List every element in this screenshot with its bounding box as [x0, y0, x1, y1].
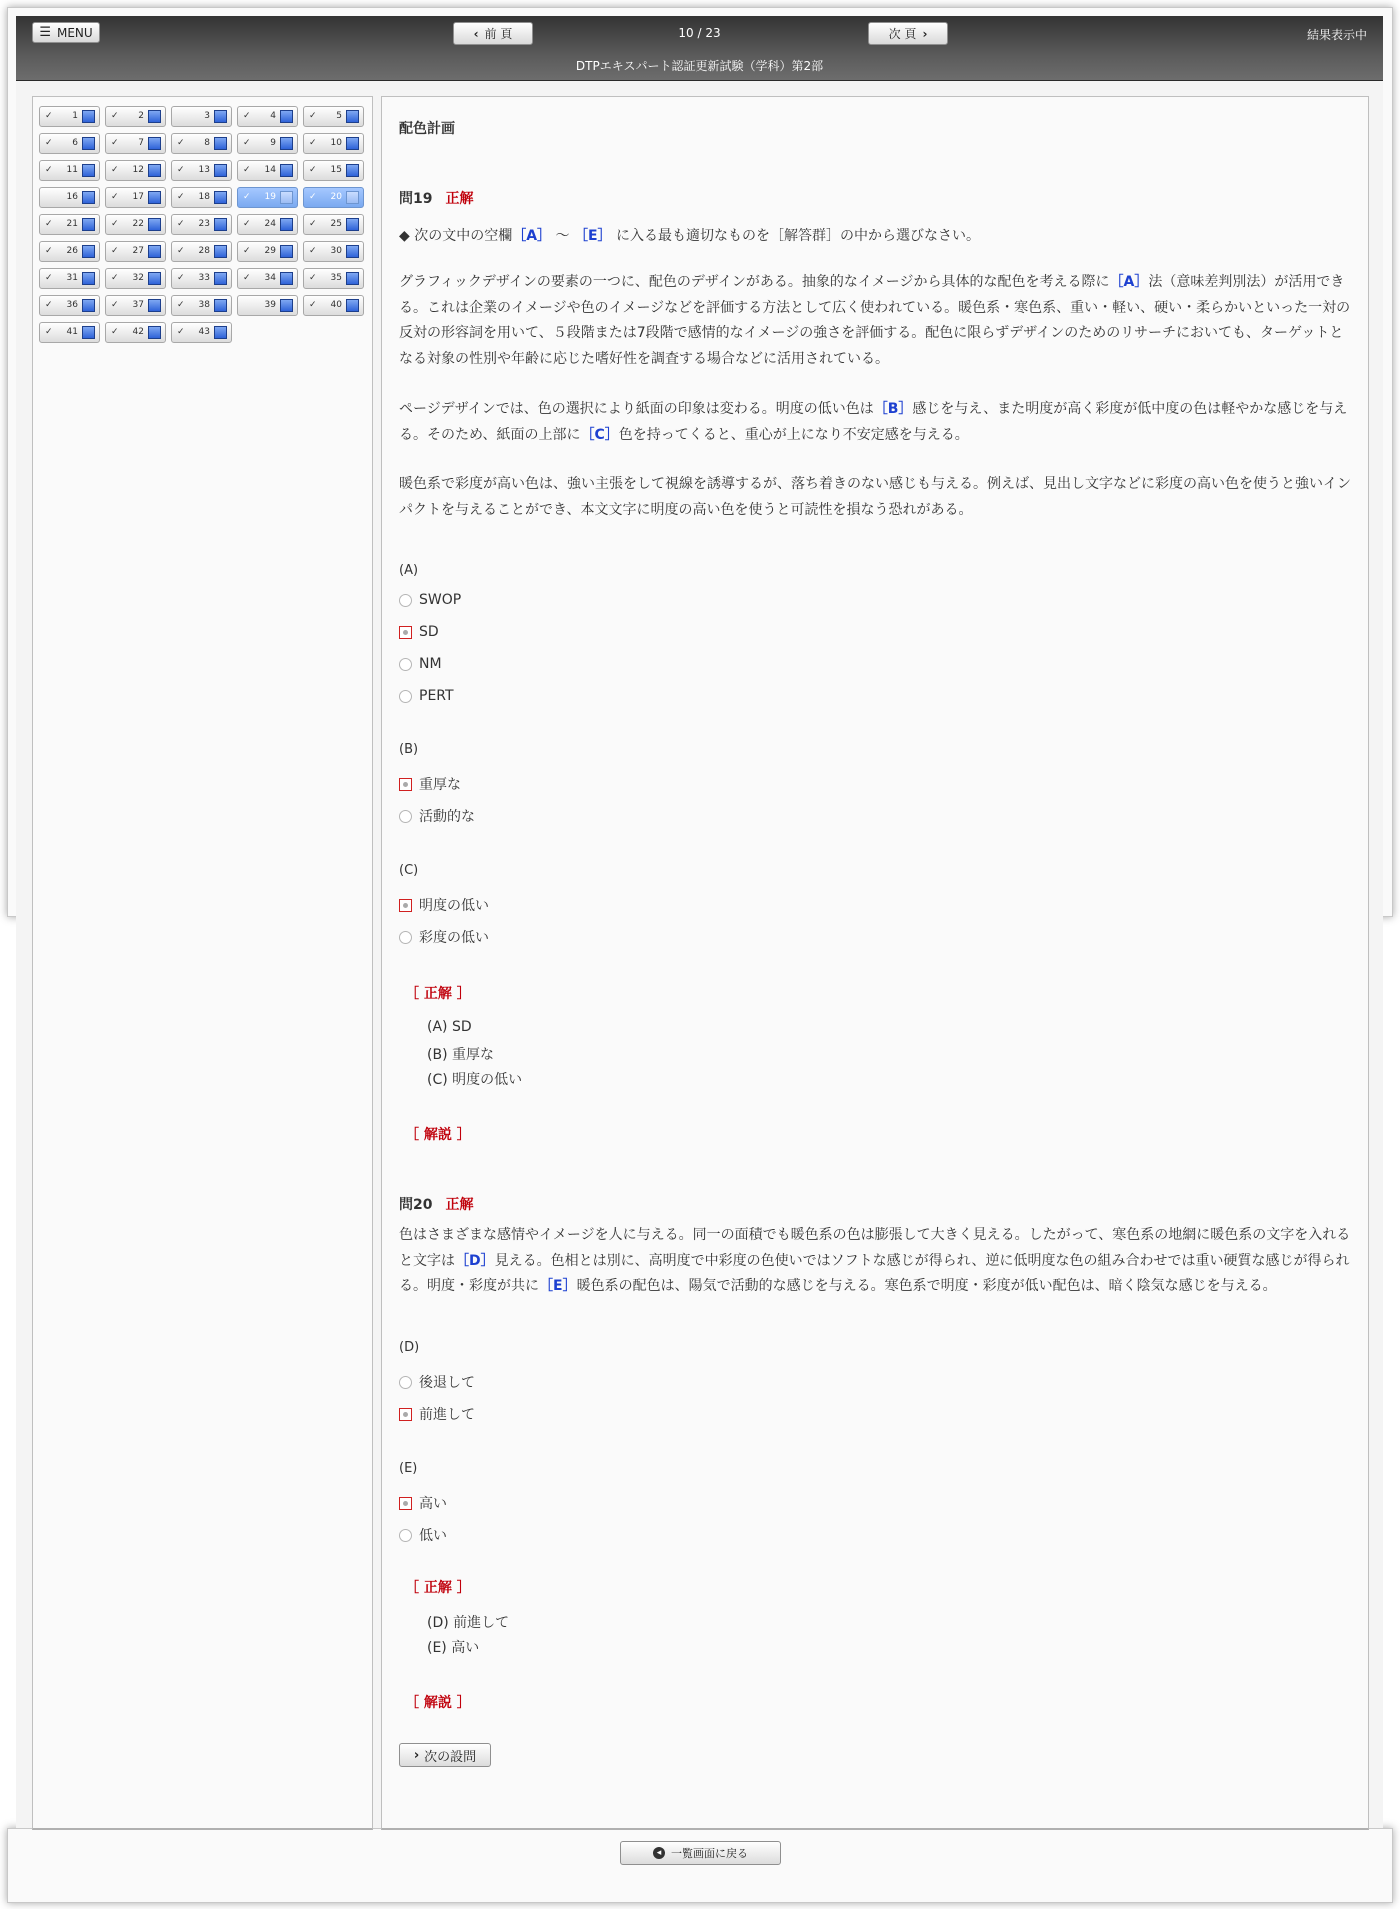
question-nav-number: 26 [66, 246, 78, 256]
bookmark-square-icon [280, 299, 293, 312]
question-nav-number: 17 [132, 192, 144, 202]
bookmark-square-icon [214, 137, 227, 150]
bookmark-square-icon [214, 164, 227, 177]
bookmark-square-icon [82, 299, 95, 312]
question-nav-number: 22 [132, 219, 144, 229]
question-nav-button[interactable] [171, 322, 232, 343]
answer-option[interactable] [399, 1372, 475, 1392]
option-label: NM [419, 656, 442, 672]
result-badge: 正解 [445, 191, 474, 207]
bookmark-square-icon [214, 245, 227, 258]
answer-option[interactable] [399, 1404, 475, 1424]
check-icon: ✓ [45, 138, 53, 148]
check-icon: ✓ [309, 111, 317, 121]
bookmark-square-icon [214, 272, 227, 285]
question-nav-number: 5 [336, 111, 342, 121]
bookmark-square-icon [82, 272, 95, 285]
para-text: 見える。色相とは別に、高明度で中彩度の色使いではソフトな感じが得られ、逆に低明度な色の組み合わせでは重い硬質な感じが得られる。明度・彩度が共に [399, 1252, 1350, 1294]
question-nav-button[interactable] [303, 133, 364, 154]
chevron-left-icon: ‹ [473, 26, 479, 41]
next-page-label: 次 頁 [888, 27, 917, 41]
question-nav-number: 8 [204, 138, 210, 148]
group-b-label: (B) [399, 742, 419, 757]
bookmark-square-icon [148, 272, 161, 285]
bookmark-square-icon [82, 245, 95, 258]
question-nav-number: 9 [270, 138, 276, 148]
question-nav-number: 29 [264, 246, 276, 256]
q20-paragraph-1 [399, 1223, 1354, 1300]
question-nav-number: 38 [198, 300, 210, 310]
bookmark-square-icon [280, 272, 293, 285]
question-nav-number: 6 [72, 138, 78, 148]
bookmark-square-icon [214, 326, 227, 339]
bookmark-square-icon [280, 245, 293, 258]
question-nav-button[interactable] [105, 322, 166, 343]
para-text: 暖色系の配色は、陽気で活動的な感じを与える。寒色系で明度・彩度が低い配色は、暗く陰気な感じを与える。 [576, 1278, 1277, 1294]
menu-label: MENU [56, 25, 93, 40]
check-icon: ✓ [243, 273, 251, 283]
prev-page-label: 前 頁 [484, 27, 513, 41]
question-nav-number: 33 [198, 273, 210, 283]
bookmark-square-icon [346, 137, 359, 150]
section-title: 配色計画 [399, 121, 455, 137]
check-icon: ✓ [45, 300, 53, 310]
question-nav-button[interactable] [237, 187, 298, 208]
check-icon: ✓ [177, 165, 185, 175]
question-nav-number: 16 [66, 192, 78, 202]
question-nav-button[interactable] [237, 241, 298, 262]
question-nav-button[interactable] [39, 106, 100, 127]
question-nav-button[interactable] [171, 268, 232, 289]
answer-option[interactable] [399, 927, 489, 947]
q19-paragraph-1 [399, 270, 1354, 372]
check-icon: ✓ [243, 246, 251, 256]
question-nav-button[interactable] [39, 295, 100, 316]
q20-answer-d: (D) 前進して [427, 1615, 510, 1631]
question-nav-number: 15 [330, 165, 342, 175]
blank-b: ［B］ [873, 401, 913, 417]
option-label: 低い [419, 1528, 447, 1544]
question-nav-button[interactable] [237, 133, 298, 154]
question-nav-button[interactable] [105, 133, 166, 154]
check-icon: ✓ [45, 111, 53, 121]
check-icon: ✓ [177, 219, 185, 229]
blank-a-inline: ［A］ [1109, 274, 1149, 290]
question-nav-button[interactable] [171, 295, 232, 316]
result-status: 結果表示中 [1306, 28, 1367, 42]
answer-option[interactable] [399, 895, 489, 915]
question-nav-button[interactable] [39, 133, 100, 154]
check-icon: ✓ [111, 165, 119, 175]
option-label: 後退して [419, 1375, 475, 1391]
check-icon: ✓ [243, 219, 251, 229]
radio-selected-icon[interactable] [399, 626, 412, 639]
check-icon: ✓ [45, 165, 53, 175]
check-icon: ✓ [177, 246, 185, 256]
option-label: 明度の低い [419, 898, 489, 914]
blank-e-inline: ［E］ [539, 1278, 577, 1294]
bookmark-square-icon [346, 245, 359, 258]
page-indicator: 10 / 23 [678, 26, 721, 40]
tilde: 〜 [555, 228, 570, 244]
header-bar [16, 16, 1383, 81]
question-nav-button[interactable] [105, 241, 166, 262]
question-nav-number: 28 [198, 246, 210, 256]
bookmark-square-icon [280, 218, 293, 231]
chevron-right-icon: › [922, 26, 928, 41]
bookmark-square-icon [346, 110, 359, 123]
question-nav-button[interactable] [105, 187, 166, 208]
radio-selected-icon[interactable] [399, 899, 412, 912]
check-icon: ✓ [111, 111, 119, 121]
question-nav-button[interactable] [39, 268, 100, 289]
q19-answer-c: (C) 明度の低い [427, 1072, 523, 1088]
check-icon: ✓ [111, 192, 119, 202]
bookmark-square-icon [82, 218, 95, 231]
check-icon: ✓ [111, 219, 119, 229]
question-nav-button[interactable] [303, 160, 364, 181]
question-nav-number: 11 [66, 165, 78, 175]
window-frame-bottom [7, 1828, 1393, 1903]
check-icon: ✓ [111, 273, 119, 283]
question-panel [381, 96, 1369, 1830]
para-text: 法（意味差判別法）が活用できる。これは企業のイメージや色のイメージなどを評価する方法として広く使われている。暖色系・寒色系、重い・軽い、硬い・柔らかいといった一対の反対の形容詞を用いて、５段階または7段階で感情的なイメージの強さを評価する。配色に限らずデザインのためのリサーチにおいても、ターゲットとなる対象の性別や年齢に応じた嗜好性を調査する場合などに活用されている。 [399, 274, 1351, 367]
blank-c: ［C］ [580, 426, 619, 443]
question-20-header [399, 1194, 473, 1214]
question-nav-number: 24 [264, 219, 276, 229]
next-question-label: 次の設問 [424, 1749, 477, 1765]
option-label: 彩度の低い [419, 930, 489, 946]
option-label: 活動的な [419, 809, 475, 825]
question-nav-button[interactable] [39, 241, 100, 262]
check-icon: ✓ [177, 327, 185, 337]
radio-icon[interactable] [399, 1529, 412, 1542]
answer-option[interactable] [399, 688, 454, 704]
question-nav-button[interactable] [303, 214, 364, 235]
question-nav-button[interactable] [39, 322, 100, 343]
q19-paragraph-3: 暖色系で彩度が高い色は、強い主張をして視線を誘導するが、落ち着きのない感じも与える。例えば、見出し文字などに彩度の高い色を使うと強いインパクトを与えることができ、本文文字に明度の高い色を使うと可読性を損なう恐れがある。 [399, 476, 1351, 518]
bookmark-square-icon [82, 326, 95, 339]
blank-e: ［E］ [573, 228, 612, 244]
question-nav-button[interactable] [171, 187, 232, 208]
check-icon: ✓ [243, 165, 251, 175]
bookmark-square-icon [82, 164, 95, 177]
bookmark-square-icon [280, 137, 293, 150]
radio-selected-icon[interactable] [399, 778, 412, 791]
blank-a: ［A］ [512, 228, 552, 244]
bookmark-square-icon [148, 191, 161, 204]
question-nav-number: 41 [66, 327, 78, 337]
para-text: ページデザインでは、色の選択により紙面の印象は変わる。明度の低い色は [399, 401, 874, 417]
radio-icon[interactable] [399, 690, 412, 703]
bookmark-square-icon [346, 299, 359, 312]
question-nav-number: 23 [198, 219, 210, 229]
question-nav-button[interactable] [171, 133, 232, 154]
question-nav-button[interactable] [39, 214, 100, 235]
check-icon: ✓ [243, 138, 251, 148]
blank-d: ［D］ [455, 1252, 495, 1269]
check-icon: ✓ [309, 192, 317, 202]
question-nav-number: 31 [66, 273, 78, 283]
question-nav-button[interactable] [237, 214, 298, 235]
question-nav-number: 43 [198, 327, 210, 337]
bookmark-square-icon [346, 164, 359, 177]
radio-icon[interactable] [399, 810, 412, 823]
option-label: PERT [419, 688, 454, 704]
bookmark-square-icon [346, 218, 359, 231]
question-nav-number: 42 [132, 327, 144, 337]
question-nav-number: 36 [66, 300, 78, 310]
bookmark-square-icon [148, 218, 161, 231]
question-nav-button[interactable] [171, 214, 232, 235]
instruction-text-post: に入る最も適切なものを［解答群］の中から選びなさい。 [616, 228, 980, 244]
question-nav-button[interactable] [237, 106, 298, 127]
check-icon: ✓ [309, 300, 317, 310]
question-nav-number: 32 [132, 273, 144, 283]
question-nav-number: 27 [132, 246, 144, 256]
option-label: SD [419, 624, 439, 640]
q19-paragraph-2 [399, 397, 1354, 448]
q19-answer-label: ［ 正解 ］ [405, 986, 471, 1002]
question-nav-button[interactable] [105, 160, 166, 181]
question-nav-button[interactable] [303, 187, 364, 208]
q19-answer-b: (B) 重厚な [427, 1047, 494, 1063]
group-c-label: (C) [399, 863, 419, 878]
question-nav-number: 39 [264, 300, 276, 310]
check-icon: ✓ [309, 246, 317, 256]
check-icon: ✓ [111, 246, 119, 256]
menu-button[interactable] [32, 22, 100, 43]
check-icon: ✓ [45, 219, 53, 229]
question-nav-button[interactable] [303, 268, 364, 289]
radio-icon[interactable] [399, 658, 412, 671]
q19-answer-a: (A) SD [427, 1019, 472, 1035]
question-nav-number: 35 [330, 273, 342, 283]
q20-answer-e: (E) 高い [427, 1640, 480, 1656]
group-a-label: (A) [399, 563, 419, 578]
question-nav-number: 4 [270, 111, 276, 121]
check-icon: ✓ [45, 327, 53, 337]
chevron-right-icon: › [413, 1747, 420, 1763]
group-e-label: (E) [399, 1461, 418, 1476]
check-icon: ✓ [243, 111, 251, 121]
answer-option[interactable] [399, 592, 461, 608]
q20-explanation-label: ［ 解説 ］ [405, 1695, 471, 1711]
question-nav-number: 3 [204, 111, 210, 121]
question-nav-number: 25 [330, 219, 342, 229]
question-nav-button[interactable] [237, 268, 298, 289]
bookmark-square-icon [82, 137, 95, 150]
question-nav-button[interactable] [303, 241, 364, 262]
question-nav-number: 40 [330, 300, 342, 310]
bookmark-square-icon [148, 299, 161, 312]
question-nav-number: 12 [132, 165, 144, 175]
option-label: 重厚な [419, 777, 461, 793]
check-icon: ✓ [45, 273, 53, 283]
para-text: 色はさまざまな感情やイメージを人に与える。同一の面積でも暖色系の色は膨張して大きく見える。したがって、寒色系の地網に暖色系の文字を入れると文字は [399, 1227, 1351, 1269]
question-nav-button[interactable] [39, 160, 100, 181]
bookmark-square-icon [214, 299, 227, 312]
question-nav-number: 13 [198, 165, 210, 175]
para-text: 感じを与え、また明度が高く彩度が低中度の色は軽やかな感じを与える。そのため、紙面の上部に [399, 401, 1348, 443]
answer-option[interactable] [399, 806, 475, 826]
para-text: 色を持ってくると、重心が上になり不安定感を与える。 [618, 426, 969, 443]
question-number: 問19 [399, 191, 433, 207]
bookmark-square-icon [280, 164, 293, 177]
check-icon: ✓ [309, 138, 317, 148]
bookmark-square-icon [214, 110, 227, 123]
question-nav-button[interactable] [171, 160, 232, 181]
bookmark-square-icon [148, 245, 161, 258]
back-to-list-button[interactable] [620, 1841, 781, 1865]
question-nav-number: 1 [72, 111, 78, 121]
bookmark-square-icon [82, 191, 95, 204]
answer-option[interactable] [399, 1493, 447, 1513]
bookmark-square-icon [214, 191, 227, 204]
bookmark-square-icon [148, 326, 161, 339]
check-icon: ✓ [243, 192, 251, 202]
answer-option[interactable] [399, 1525, 447, 1545]
question-nav-grid [39, 106, 369, 343]
next-question-button[interactable] [399, 1743, 491, 1767]
question-nav-number: 2 [138, 111, 144, 121]
question-nav-button[interactable] [171, 241, 232, 262]
question-nav-button[interactable] [303, 295, 364, 316]
question-nav-button[interactable] [105, 295, 166, 316]
bookmark-square-icon [148, 164, 161, 177]
question-nav-number: 14 [264, 165, 276, 175]
check-icon: ✓ [309, 165, 317, 175]
check-icon: ✓ [309, 219, 317, 229]
question-nav-button[interactable] [39, 187, 100, 208]
question-nav-button[interactable] [105, 214, 166, 235]
check-icon: ✓ [111, 138, 119, 148]
bookmark-square-icon [82, 110, 95, 123]
bookmark-square-icon [214, 218, 227, 231]
check-icon: ✓ [177, 273, 185, 283]
question-19-header [399, 188, 473, 208]
check-icon: ✓ [111, 327, 119, 337]
question-nav-button[interactable] [237, 160, 298, 181]
question-number: 問20 [399, 1197, 433, 1213]
hamburger-icon: ☰ [39, 25, 51, 40]
question-nav-number: 18 [198, 192, 210, 202]
bookmark-square-icon [346, 272, 359, 285]
bookmark-square-icon [148, 110, 161, 123]
option-label: SWOP [419, 592, 462, 608]
answer-option[interactable] [399, 656, 442, 672]
check-icon: ✓ [309, 273, 317, 283]
question-nav-number: 10 [330, 138, 342, 148]
radio-icon[interactable] [399, 931, 412, 944]
question-nav-button[interactable] [105, 106, 166, 127]
exam-title: DTPエキスパート認証更新試験（学科）第2部 [575, 59, 824, 73]
radio-selected-icon[interactable] [399, 1497, 412, 1510]
answer-option[interactable] [399, 774, 461, 794]
check-icon: ✓ [177, 192, 185, 202]
q20-answer-label: ［ 正解 ］ [405, 1580, 471, 1596]
radio-icon[interactable] [399, 594, 412, 607]
question-nav-number: 21 [66, 219, 78, 229]
check-icon: ✓ [45, 246, 53, 256]
bookmark-square-icon [280, 110, 293, 123]
group-d-label: (D) [399, 1340, 420, 1355]
arrow-left-circle-icon: ◂ [653, 1847, 665, 1859]
next-page-button[interactable] [868, 22, 948, 45]
radio-selected-icon[interactable] [399, 1408, 412, 1421]
check-icon: ✓ [111, 300, 119, 310]
question-nav-panel [32, 96, 373, 1830]
question-nav-button[interactable] [303, 106, 364, 127]
question-nav-number: 30 [330, 246, 342, 256]
question-nav-number: 7 [138, 138, 144, 148]
radio-icon[interactable] [399, 1376, 412, 1389]
answer-option[interactable] [399, 624, 439, 640]
question-nav-number: 20 [330, 192, 342, 202]
instruction-text: ◆ 次の文中の空欄 [399, 228, 513, 244]
option-label: 高い [419, 1496, 447, 1512]
prev-page-button[interactable] [453, 22, 533, 45]
question-nav-number: 19 [264, 192, 276, 202]
check-icon: ✓ [177, 138, 185, 148]
question-nav-number: 34 [264, 273, 276, 283]
check-icon: ✓ [177, 300, 185, 310]
instruction [399, 225, 980, 245]
result-badge: 正解 [445, 1197, 474, 1213]
option-label: 前進して [419, 1407, 475, 1423]
q19-explanation-label: ［ 解説 ］ [405, 1127, 471, 1143]
back-to-list-label: 一覧画面に戻る [671, 1847, 748, 1860]
bookmark-square-icon [148, 137, 161, 150]
bookmark-square-icon [346, 191, 359, 204]
question-nav-button[interactable] [105, 268, 166, 289]
bookmark-square-icon [280, 191, 293, 204]
question-nav-number: 37 [132, 300, 144, 310]
question-nav-button[interactable] [237, 295, 298, 316]
question-nav-button[interactable] [171, 106, 232, 127]
para-text: グラフィックデザインの要素の一つに、配色のデザインがある。抽象的なイメージから具体的な配色を考える際に [399, 274, 1110, 290]
